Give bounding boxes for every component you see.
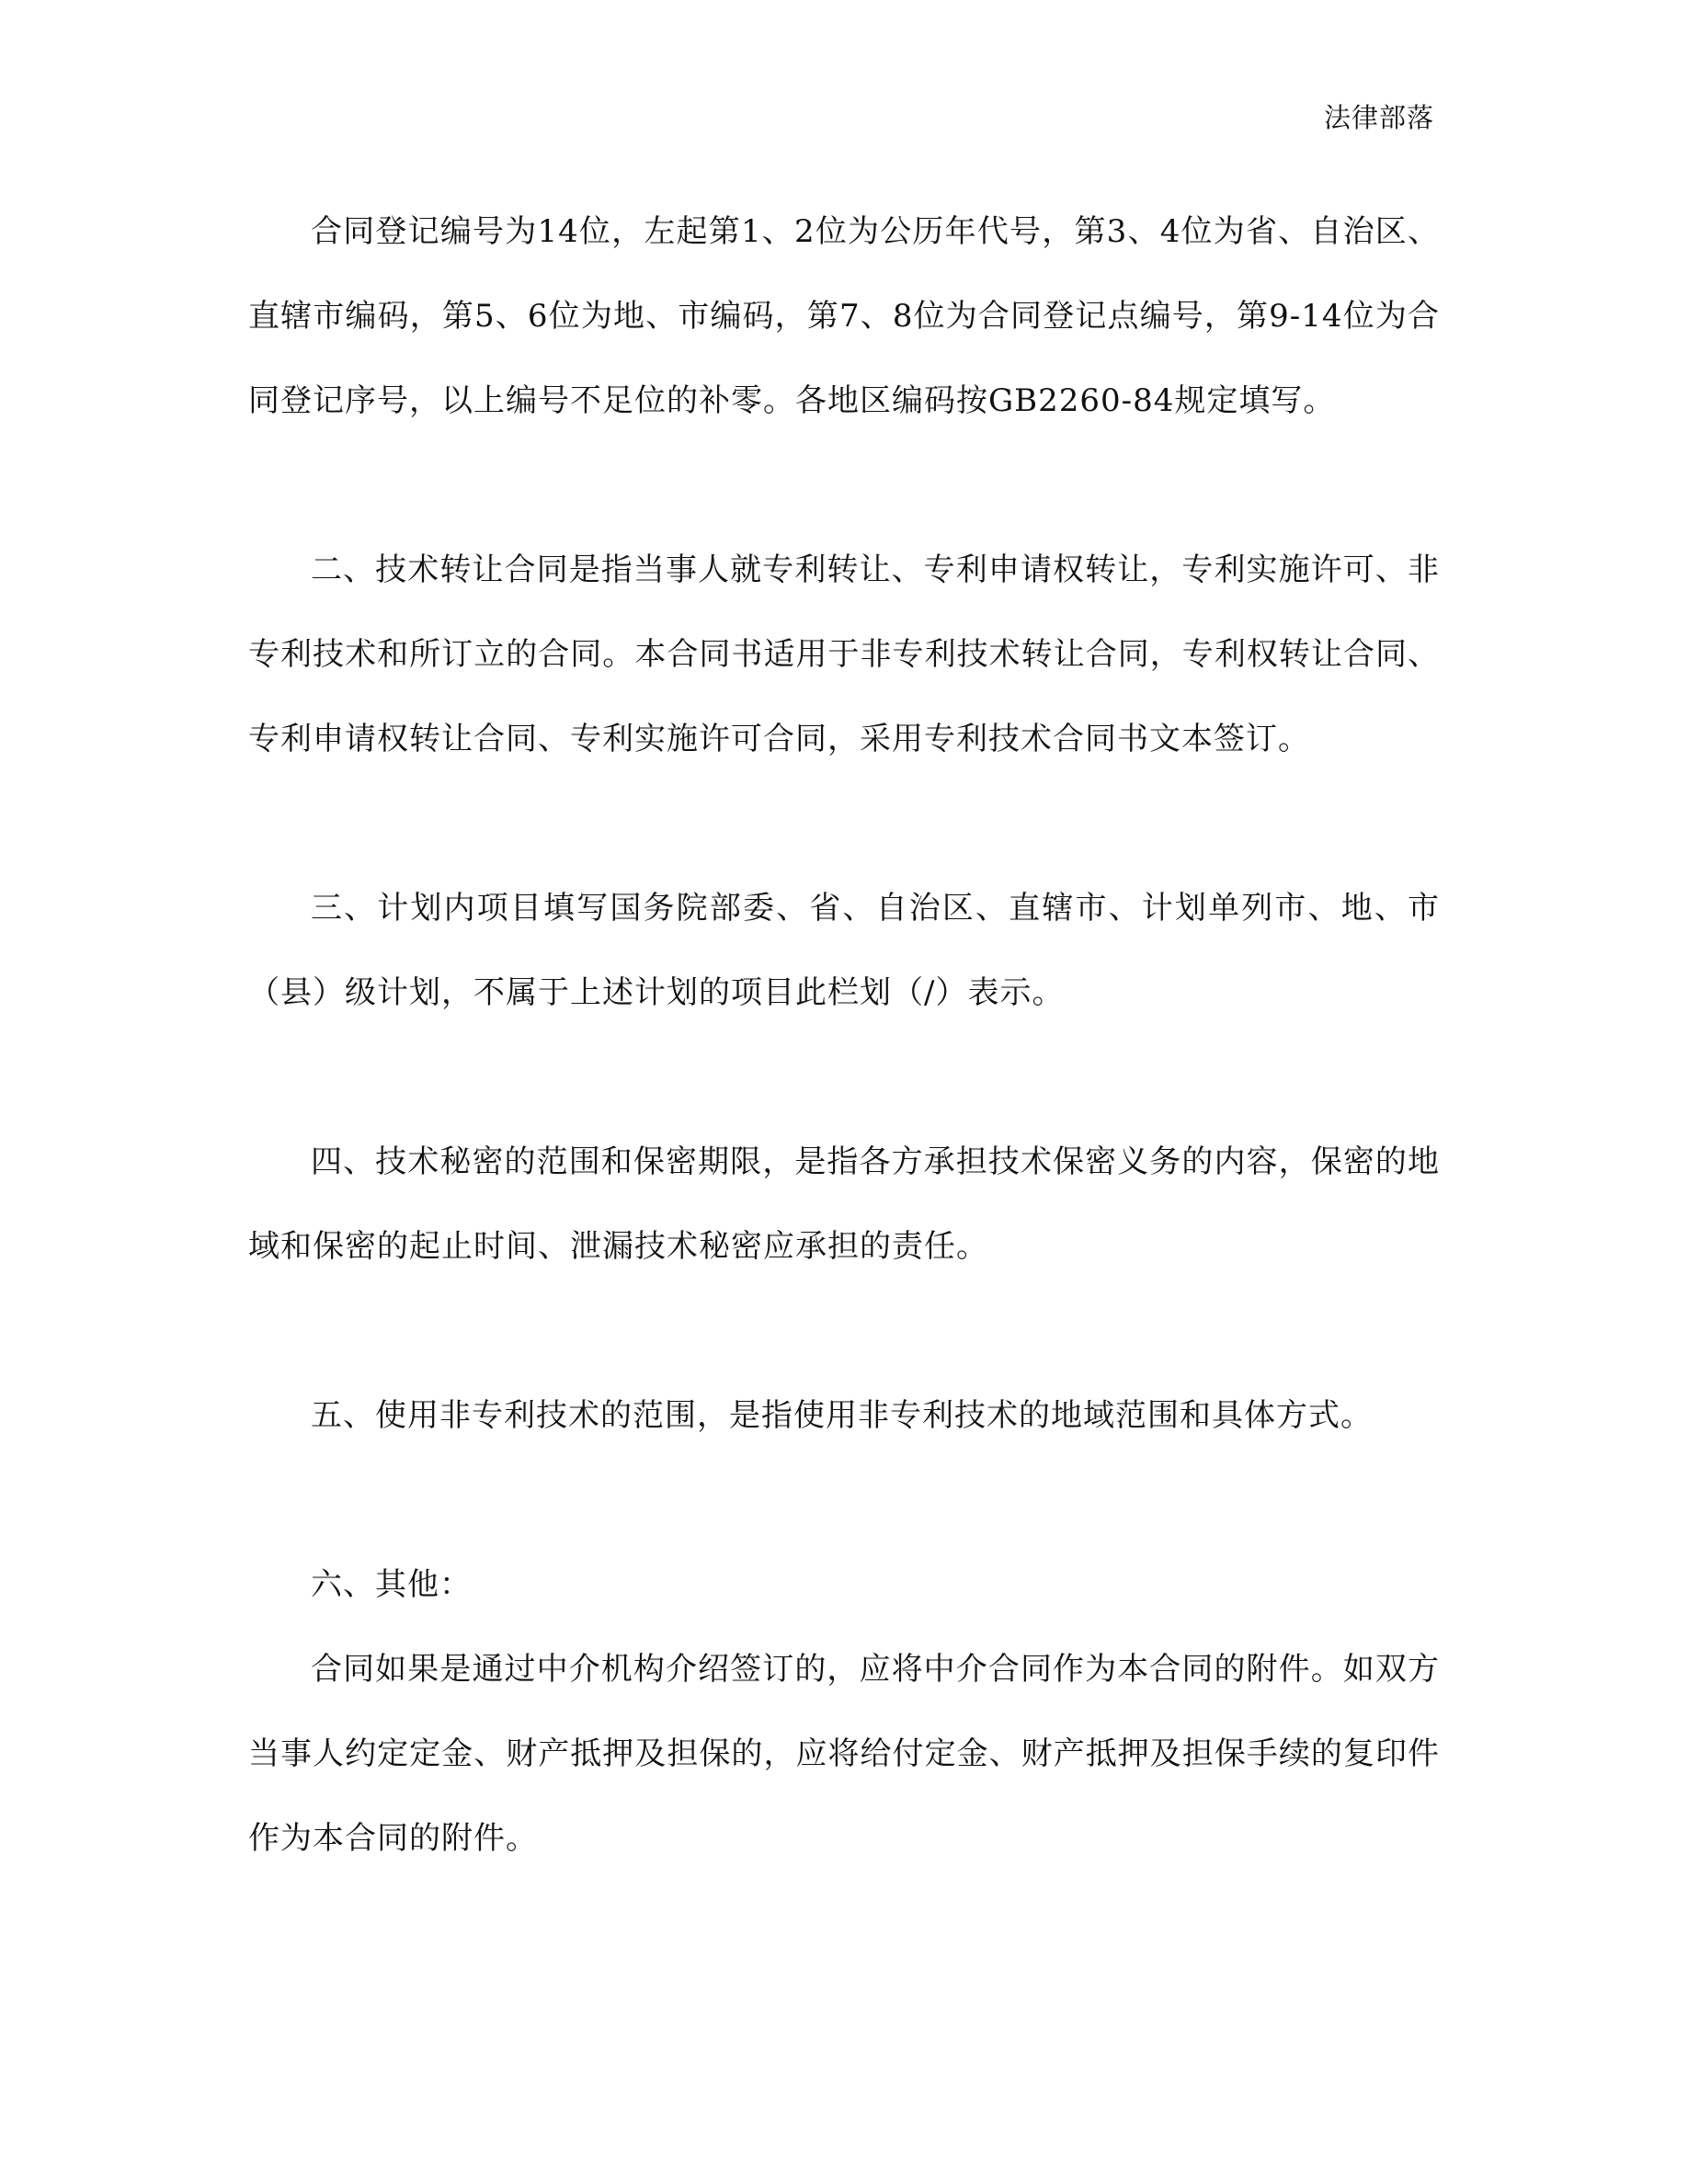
paragraph-registration-number: 合同登记编号为14位，左起第1、2位为公历年代号，第3、4位为省、自治区、直辖市编码，第5、6位为地、市编码，第7、8位为合同登记点编号，第9-14位为合同登记序号，以上编号不足位的补零。各地区编码按GB2260-84规定填写。 (248, 213, 1440, 419)
page-header-brand: 法律部落 (1323, 102, 1434, 133)
paragraph-section-2-tech-transfer: 二、技术转让合同是指当事人就专利转让、专利申请权转让，专利实施许可、非专利技术和所订立的合同。本合同书适用于非专利技术转让合同，专利权转让合同、专利申请权转让合同、专利实施许可合同，采用专利技术合同书文本签订。 (248, 552, 1440, 757)
paragraph-section-6-heading: 六、其他： (311, 1566, 472, 1603)
paragraph-section-5-usage-scope: 五、使用非专利技术的范围，是指使用非专利技术的地域范围和具体方式。 (311, 1397, 1373, 1434)
paragraph-section-3-plan-projects: 三、计划内项目填写国务院部委、省、自治区、直辖市、计划单列市、地、市（县）级计划，不属于上述计划的项目此栏划（/）表示。 (248, 890, 1440, 1011)
paragraph-spacer (248, 781, 1440, 866)
paragraph-spacer (248, 1035, 1440, 1120)
document-body (248, 189, 1440, 1881)
paragraph-section-6-attachments: 合同如果是通过中介机构介绍签订的，应将中介合同作为本合同的附件。如双方当事人约定定金、财产抵押及担保的，应将给付定金、财产抵押及担保手续的复印件作为本合同的附件。 (248, 1651, 1440, 1857)
paragraph-section-4-confidentiality: 四、技术秘密的范围和保密期限，是指各方承担技术保密义务的内容，保密的地域和保密的起止时间、泄漏技术秘密应承担的责任。 (248, 1143, 1440, 1265)
paragraph-spacer (248, 1289, 1440, 1373)
paragraph-spacer (248, 1458, 1440, 1542)
paragraph-spacer (248, 443, 1440, 528)
